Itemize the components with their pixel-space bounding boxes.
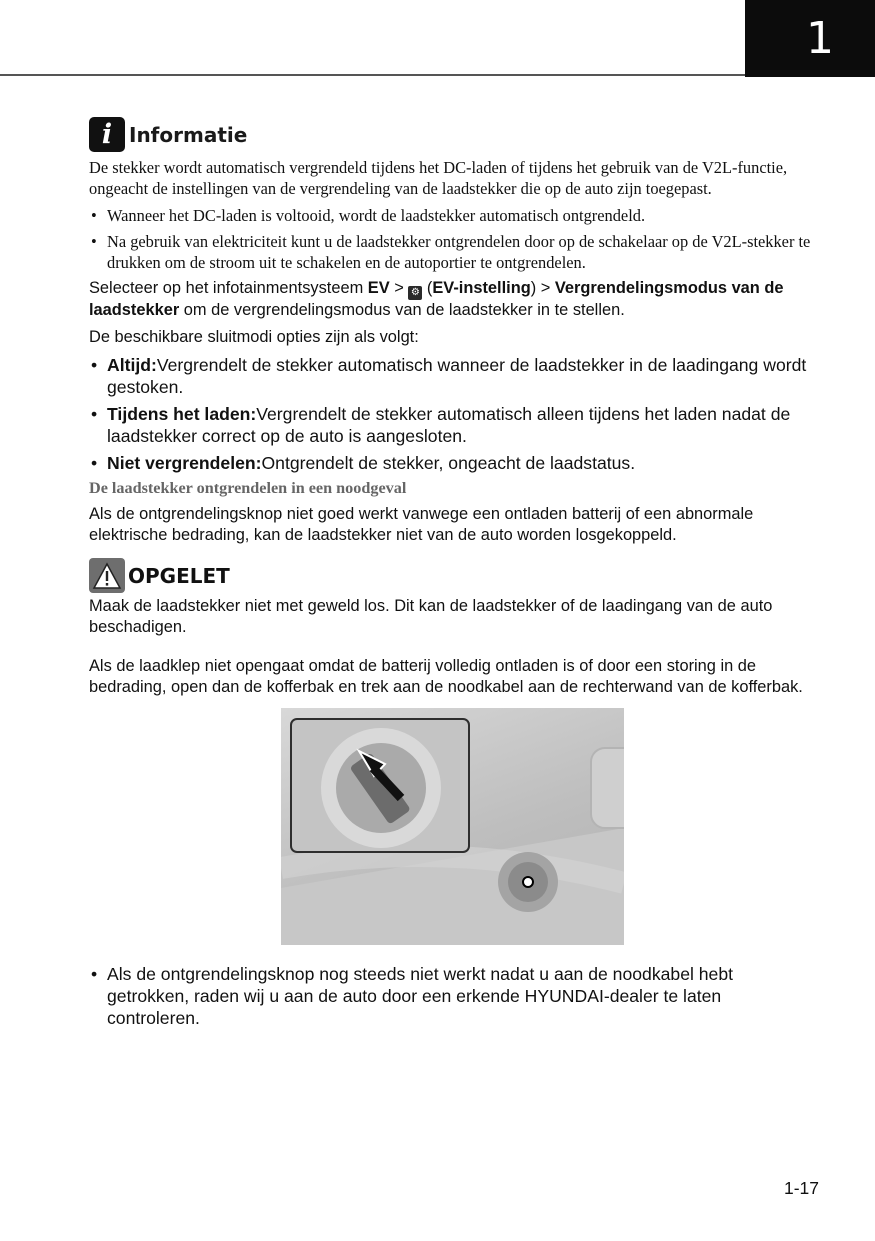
info-bullet: • Wanneer het DC-laden is voltooid, wordt de laadstekker automatisch ontgrendeld. bbox=[89, 205, 817, 226]
final-bullet: • Als de ontgrendelingsknop nog steeds niet werkt nadat u aan de noodkabel hebt getrokken, raden wij u aan de auto door een erkende HYUNDAI-dealer te laten controleren. bbox=[89, 963, 817, 1029]
lock-option: • Niet vergrendelen:Ontgrendelt de stekker, ongeacht de laadstatus. bbox=[89, 452, 817, 474]
warning-triangle-icon bbox=[89, 558, 125, 593]
menu-ev-setting: EV-instelling bbox=[432, 279, 531, 297]
menu-ev: EV bbox=[367, 279, 390, 297]
lock-option: • Tijdens het laden:Vergrendelt de stekker automatisch alleen tijdens het laden nadat de laadstekker correct op de auto is aangesloten. bbox=[89, 403, 817, 447]
caution-text: Maak de laadstekker niet met geweld los. Dit kan de laadstekker of de laadingang van de auto beschadigen. bbox=[89, 597, 773, 636]
menu-lock-mode: Vergrendelingsmodus van de laadstekker bbox=[89, 279, 784, 319]
info-bullet: • Na gebruik van elektriciteit kunt u de laadstekker ontgrendelen door op de schakelaar op de V2L-stekker te drukken om de stroom uit te schakelen en de autoportier te ontgrendelen. bbox=[89, 231, 817, 273]
info-bullet-list bbox=[89, 205, 817, 273]
header-rule bbox=[0, 74, 745, 76]
lock-option: • Altijd:Vergrendelt de stekker automatisch wanneer de laadstekker in de laadingang wordt gestoken. bbox=[89, 354, 817, 398]
lock-options-list bbox=[89, 354, 817, 474]
page-content bbox=[89, 117, 817, 1034]
trunk-illustration bbox=[281, 708, 624, 945]
emergency-heading: De laadstekker ontgrendelen in een noodgeval bbox=[89, 479, 407, 497]
page-number: 1-17 bbox=[784, 1178, 820, 1198]
chapter-tab: 1 bbox=[745, 0, 875, 77]
settings-gear-icon: ⚙ bbox=[408, 286, 422, 300]
caution-heading bbox=[89, 558, 817, 593]
final-bullet-list bbox=[89, 963, 817, 1029]
info-paragraph: De stekker wordt automatisch vergrendeld tijdens het DC-laden of tijdens het gebruik van de V2L-functie, ongeacht de instellingen van de vergrendeling van de laadstekker die op de auto zijn toegepast. bbox=[89, 158, 788, 198]
flap-text: Als de laadklep niet opengaat omdat de batterij volledig ontladen is of door een storing in de bedrading, open dan de kofferbak en trek aan de noodkabel aan de rechterwand van de kofferbak. bbox=[89, 657, 803, 696]
options-intro: De beschikbare sluitmodi opties zijn als volgt: bbox=[89, 328, 419, 346]
info-icon: i bbox=[89, 117, 125, 152]
info-heading bbox=[89, 117, 817, 152]
trunk-emergency-cable-photo bbox=[281, 708, 624, 945]
info-title: Informatie bbox=[129, 122, 248, 147]
caution-title: OPGELET bbox=[128, 563, 230, 588]
select-instruction: Selecteer op het infotainmentsysteem EV > ⚙ (EV-instelling) > Vergrendelingsmodus van de laadstekker om de vergrendelingsmodus van de laadstekker in te stellen. bbox=[89, 279, 784, 319]
emergency-text: Als de ontgrendelingsknop niet goed werkt vanwege een ontladen batterij of een abnormale elektrische bedrading, kan de laadstekker niet van de auto worden losgekoppeld. bbox=[89, 505, 754, 544]
